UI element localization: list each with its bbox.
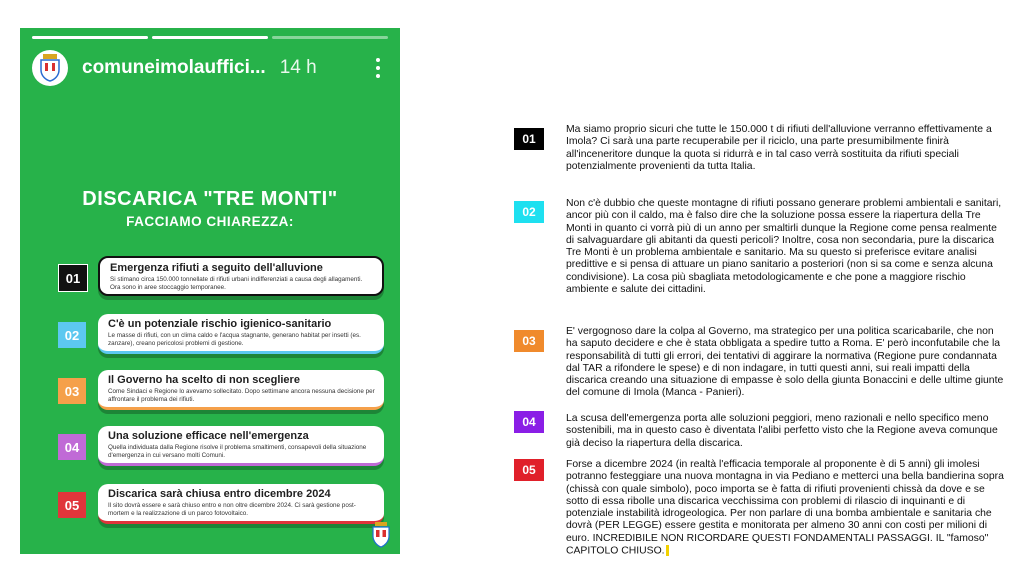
item-card [98, 256, 384, 296]
item-card [98, 370, 384, 410]
account-name[interactable]: comuneimolauffici... [82, 57, 266, 78]
entry-text: Ma siamo proprio sicuri che tutte le 150.000 t di rifiuti dell'alluvione verranno effettivamente a Imola? Ci sarà una parte recuperabile per il riciclo, una parte presumibilmente finirà all'inceneritore dunque la quota si ridurrà e in tal caso verrà sostituita da rifiuti speciali potenzialmente provenienti da tutta Italia. [566, 124, 992, 172]
item-heading: Emergenza rifiuti a seguito dell'alluvione [110, 262, 323, 274]
item-body: Come Sindaci e Regione lo avevamo sollecitato. Dopo settimane ancora nessuna decisione per affrontare il problema dei rifiuti. [108, 388, 375, 403]
entry-number-badge: 05 [514, 459, 544, 481]
story-item [58, 484, 384, 530]
item-number-badge: 03 [58, 378, 86, 404]
progress-segment [152, 36, 268, 39]
avatar[interactable] [32, 50, 68, 86]
item-number-badge: 04 [58, 434, 86, 460]
entry-number-badge: 02 [514, 201, 544, 223]
instagram-story[interactable] [20, 28, 400, 554]
entry-text-content: Forse a dicembre 2024 (in realtà l'efficacia temporale al proponente è di 5 anni) gli imolesi potranno festeggiare una nuova montagna in via Pediano e metterci una bella bandierina sopra (chissà con quale simbolo), poco importa se è fatta di rifiuti provenienti chissà da dove e se sotto di essa ribolle una discarica vecchissima con problemi di rilascio di inquinanti e di potenziale instabilità idrogeologica. Per non parlare di una bomba ambientale e sanitaria che dovrà (PER LEGGE) essere gestita e monitorata per almeno 30 anni con costi per milioni di euro. INCREDIBILE NON RICORDARE QUESTI FONDAMENTALI PASSAGGI. IL "famoso" CAPITOLO CHIUSO. [566, 459, 1004, 557]
item-card [98, 484, 384, 524]
item-number-badge: 05 [58, 492, 86, 518]
item-body: Il sito dovrà essere e sarà chiuso entro e non oltre dicembre 2024. Ci sarà gestione post-mortem e la realizzazione di un parco fotovoltaico. [108, 502, 356, 517]
entry-text [566, 459, 1006, 558]
item-number-badge: 01 [58, 264, 88, 292]
item-number-badge: 02 [58, 322, 86, 348]
item-body: Quella individuata dalla Regione risolve il problema smaltimenti, consapevoli della situazione d'emergenza in cui versano molti Comuni. [108, 444, 367, 459]
entry-number-badge: 03 [514, 330, 544, 352]
item-heading: Il Governo ha scelto di non scegliere [108, 374, 300, 386]
story-subtitle: FACCIAMO CHIAREZZA: [126, 214, 294, 229]
story-title: DISCARICA "TRE MONTI" [82, 188, 338, 210]
story-item [58, 314, 384, 360]
item-card [98, 314, 384, 354]
municipal-crest-icon [38, 54, 62, 82]
progress-segment [272, 36, 388, 39]
item-body: Le masse di rifiuti, con un clima caldo e l'acqua stagnante, generano habitat per insetti (es. zanzare), creano pericolosi problemi di gestione. [108, 332, 361, 347]
entry-number-badge: 04 [514, 411, 544, 433]
more-vertical-icon[interactable] [368, 54, 388, 82]
entry-number-badge: 01 [514, 128, 544, 150]
item-heading: Una soluzione efficace nell'emergenza [108, 430, 309, 442]
post-time: 14 h [279, 57, 317, 78]
item-body: Si stimano circa 150.000 tonnellate di rifiuti urbani indifferenziati a causa degli allagamenti. Ora sono in aree stoccaggio temporanee. [110, 276, 363, 291]
item-heading: C'è un potenziale rischio igienico-sanitario [108, 318, 332, 330]
story-item [58, 370, 384, 416]
item-heading: Discarica sarà chiusa entro dicembre 2024 [108, 488, 331, 500]
item-card [98, 426, 384, 466]
story-item [58, 256, 384, 302]
municipal-crest-icon [370, 522, 392, 548]
story-progress-bar [32, 36, 388, 39]
entry-text: E' vergognoso dare la colpa al Governo, ma strategico per una politica scaricabarile, che non ha saputo decidere e che è stata obbligata a spedire tutto a Roma. E' però inconfutabile che la responsabilità di tutti gli errori, dei tentativi di aggirare la normativa (Regione pure condannata dal TAR a rifondere le spese) e di non indagare, in tutti questi anni, sui reali impatti della discarica creando una situazione di empasse è solo della giunta Bonaccini e delle ultime giunte del comune di Imola (Manca - Panieri). [566, 326, 1004, 399]
progress-segment [32, 36, 148, 39]
entry-text: La scusa dell'emergenza porta alle soluzioni peggiori, meno razionali e nello specifico meno sostenibili, ma in questo caso è diventata l'alibi perfetto visto che la Regione aveva comunque già deciso la riapertura della discarica. [566, 413, 998, 449]
story-item [58, 426, 384, 472]
story-header [32, 48, 388, 88]
text-cursor [666, 545, 669, 556]
entry-text: Non c'è dubbio che queste montagne di rifiuti possano generare problemi ambientali e sanitari, ancor più con il caldo, ma è falso dire che la soluzione possa essere la riapertura della Tre Monti in quanto ci vorrà più di un anno per smaltirli dunque la Regione come pensa realmente di salvaguardare gli abitanti da questi pericoli? Inoltre, cosa non secondaria, pure la discarica Tre Monti è un problema ambientale e sanitario. Ma su questo si preferisce evitare analisi predittive e si pensa di attuare un piano sanitario a posteriori (non si sa come e senza alcuna condivisione). La cosa più sbagliata metodologicamente e che pone a maggiore rischio ambiente e salute dei cittadini. [566, 198, 1002, 296]
